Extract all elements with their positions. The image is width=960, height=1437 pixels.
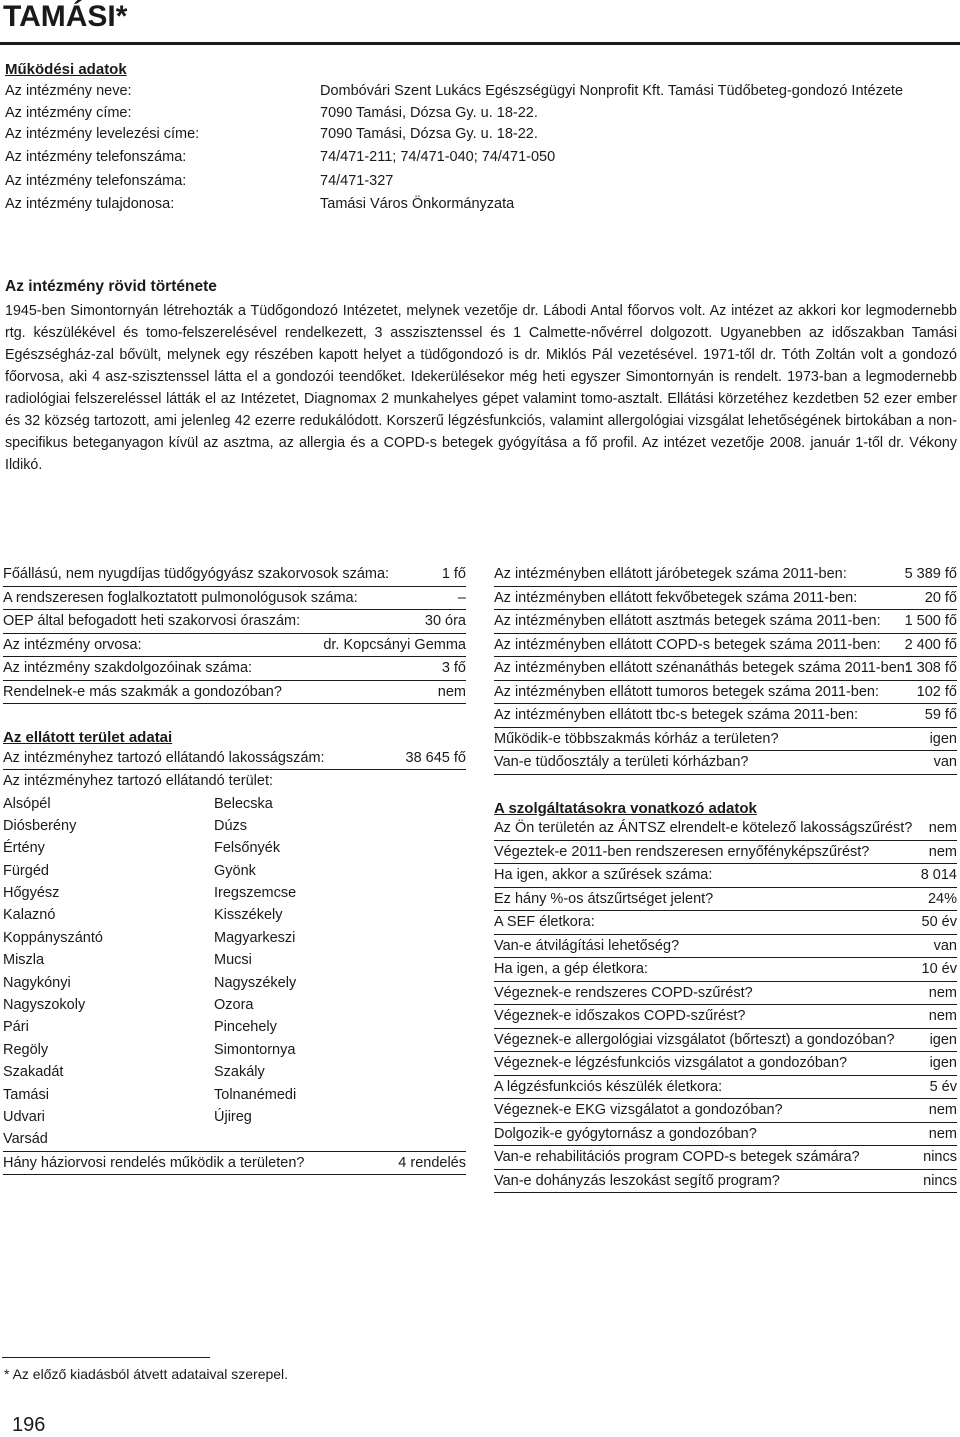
service-label: Van-e dohányzás leszokást segítő program?	[494, 1172, 780, 1189]
town: Belecska	[214, 795, 273, 812]
town: Nagyszokoly	[3, 997, 86, 1014]
service-label: Végeznek-e EKG vizsgálatot a gondozóban?	[494, 1102, 783, 1118]
staff-label: Az intézmény szakdolgozóinak száma:	[3, 660, 253, 676]
town-row	[3, 1106, 466, 1128]
town: Tamási	[3, 1086, 49, 1103]
phone-label-1: Az intézmény telefonszáma:	[5, 149, 187, 165]
institution-address-label: Az intézmény címe:	[5, 105, 132, 121]
staff-label: Főállású, nem nyugdíjas tüdőgyógyász szakorvosok száma:	[3, 566, 390, 582]
town: Mucsi	[214, 952, 252, 969]
patient-row	[494, 728, 957, 752]
service-value: 50 év	[921, 914, 957, 930]
staff-row	[3, 610, 466, 634]
staff-row	[3, 587, 466, 611]
service-row	[494, 1076, 957, 1100]
service-value: nem	[928, 1008, 957, 1024]
town-row	[3, 860, 466, 882]
patient-label: Az intézményben ellátott COPD-s betegek száma 2011-ben:	[494, 636, 881, 653]
service-label: Az Ön területén az ÁNTSZ elrendelt-e kötelező lakosságszűrést?	[494, 820, 913, 836]
service-label: Van-e rehabilitációs program COPD-s betegek számára?	[494, 1149, 860, 1165]
town: Felsőnyék	[214, 840, 281, 857]
staff-value: 3 fő	[441, 660, 466, 676]
service-value: 24%	[927, 890, 957, 907]
staff-row	[3, 657, 466, 681]
town-row	[3, 1039, 466, 1061]
town: Magyarkeszi	[214, 929, 296, 946]
service-row	[494, 1123, 957, 1147]
service-row	[494, 935, 957, 959]
town: Pincehely	[214, 1019, 277, 1036]
patient-label: Az intézményben ellátott tumoros betegek száma 2011-ben:	[494, 683, 880, 700]
service-row	[494, 1170, 957, 1194]
patient-label: Az intézményben ellátott asztmás betegek száma 2011-ben:	[494, 613, 881, 629]
population-label: Az intézményhez tartozó ellátandó lakosságszám:	[3, 749, 325, 766]
town: Szakadát	[3, 1064, 64, 1081]
service-row	[494, 1005, 957, 1029]
patient-row	[494, 751, 957, 775]
service-label: Ez hány %-os átszűrtséget jelent?	[494, 890, 714, 907]
town-row	[3, 1128, 466, 1150]
service-value: nincs	[923, 1149, 957, 1165]
service-value: nem	[928, 843, 957, 860]
operational-heading: Működési adatok	[5, 61, 127, 78]
territory-row	[3, 770, 466, 793]
staff-value: dr. Kopcsányi Gemma	[323, 636, 466, 653]
staff-label: Rendelnek-e más szakmák a gondozóban?	[3, 683, 282, 700]
service-label: A SEF életkora:	[494, 914, 595, 930]
patient-value: 102 fő	[916, 683, 957, 700]
town-row	[3, 904, 466, 926]
phone-label-2: Az intézmény telefonszáma:	[5, 173, 187, 189]
service-label: Dolgozik-e gyógytornász a gondozóban?	[494, 1125, 757, 1142]
patient-label: Az intézményben ellátott fekvőbetegek száma 2011-ben:	[494, 589, 858, 606]
town: Simontornya	[214, 1041, 296, 1058]
service-label: Végeznek-e allergológiai vizsgálatot (bőrteszt) a gondozóban?	[494, 1031, 895, 1048]
town: Alsópél	[3, 795, 51, 812]
staff-value: –	[457, 589, 466, 606]
institution-name-label: Az intézmény neve:	[5, 83, 132, 99]
institution-name-value: Dombóvári Szent Lukács Egészségügyi Nonprofit Kft. Tamási Tüdőbeteg-gondozó Intézete	[320, 83, 904, 99]
town: Fürgéd	[3, 862, 49, 879]
patient-row	[494, 610, 957, 634]
patient-value: 59 fő	[924, 707, 957, 723]
patient-value: igen	[929, 730, 957, 747]
town-row	[3, 994, 466, 1016]
town: Udvari	[3, 1108, 45, 1125]
patient-value: 2 400 fő	[904, 636, 957, 653]
service-value: 8 014	[920, 867, 957, 883]
town: Regöly	[3, 1041, 49, 1058]
population-row	[3, 747, 466, 771]
area-heading: Az ellátott terület adatai	[3, 729, 173, 746]
town-list	[3, 793, 466, 1151]
phone-value-1: 74/471-211; 74/471-040; 74/471-050	[320, 149, 556, 165]
footnote-rule	[2, 1357, 210, 1358]
staff-row	[3, 563, 466, 587]
town-row	[3, 949, 466, 971]
page-number: 196	[12, 1414, 46, 1436]
mailing-address-label: Az intézmény levelezési címe:	[5, 126, 200, 142]
patient-value: van	[933, 754, 957, 770]
service-value: igen	[929, 1031, 957, 1048]
service-row	[494, 864, 957, 888]
patient-row	[494, 563, 957, 587]
patient-label: Működik-e többszakmás kórház a területen?	[494, 730, 779, 747]
service-row	[494, 888, 957, 912]
service-label: Van-e átvilágítási lehetőség?	[494, 937, 680, 954]
staff-value: nem	[437, 683, 466, 700]
patient-value: 5 389 fő	[904, 566, 957, 582]
town: Szakály	[214, 1064, 265, 1081]
service-row	[494, 1052, 957, 1076]
history-heading: Az intézmény rövid története	[5, 278, 217, 295]
service-label: Végeznek-e időszakos COPD-szűrést?	[494, 1008, 746, 1024]
town-row	[3, 815, 466, 837]
town: Értény	[3, 840, 45, 857]
institution-address-value: 7090 Tamási, Dózsa Gy. u. 18-22.	[320, 105, 538, 121]
staff-label: Az intézmény orvosa:	[3, 636, 142, 653]
service-row	[494, 982, 957, 1006]
service-value: nincs	[923, 1172, 957, 1189]
patient-value: 20 fő	[924, 589, 957, 606]
town-row	[3, 972, 466, 994]
patient-row	[494, 681, 957, 705]
service-value: nem	[928, 1125, 957, 1142]
service-label: Végeznek-e rendszeres COPD-szűrést?	[494, 984, 753, 1001]
territory-label: Az intézményhez tartozó ellátandó terület:	[3, 773, 274, 789]
staff-label: OEP által befogadott heti szakorvosi óraszám:	[3, 613, 301, 629]
title-rule	[0, 42, 960, 45]
mailing-address-value: 7090 Tamási, Dózsa Gy. u. 18-22.	[320, 126, 538, 142]
town: Iregszemcse	[214, 885, 297, 902]
town-row	[3, 793, 466, 815]
patient-row	[494, 587, 957, 611]
service-row	[494, 1099, 957, 1123]
patient-row	[494, 704, 957, 728]
service-row	[494, 1146, 957, 1170]
page-title: TAMÁSI*	[3, 0, 128, 33]
town: Dúzs	[214, 817, 248, 834]
town: Ozora	[214, 997, 254, 1014]
town-row	[3, 1061, 466, 1083]
town: Diósberény	[3, 817, 77, 834]
town: Nagykónyi	[3, 974, 71, 991]
town: Varsád	[3, 1131, 48, 1148]
service-value: igen	[929, 1055, 957, 1071]
town: Kisszékely	[214, 907, 283, 924]
town: Miszla	[3, 952, 45, 969]
patient-row	[494, 634, 957, 658]
owner-label: Az intézmény tulajdonosa:	[5, 196, 175, 212]
left-column	[3, 563, 466, 1175]
population-value: 38 645 fő	[405, 749, 466, 766]
patient-label: Az intézményben ellátott tbc-s betegek száma 2011-ben:	[494, 707, 859, 723]
service-label: A légzésfunkciós készülék életkora:	[494, 1078, 723, 1095]
town: Hőgyész	[3, 885, 60, 902]
staff-value: 30 óra	[424, 613, 466, 629]
service-row	[494, 1029, 957, 1053]
staff-value: 1 fő	[441, 566, 466, 582]
gp-label: Hány háziorvosi rendelés működik a területen?	[3, 1154, 305, 1171]
town-row	[3, 927, 466, 949]
town: Kalaznó	[3, 907, 56, 924]
gp-value: 4 rendelés	[398, 1154, 466, 1171]
service-value: 10 év	[921, 961, 957, 977]
service-value: nem	[928, 1102, 957, 1118]
service-label: Ha igen, akkor a szűrések száma:	[494, 867, 713, 883]
service-row	[494, 841, 957, 865]
service-value: nem	[928, 820, 957, 836]
services-heading: A szolgáltatásokra vonatkozó adatok	[494, 799, 757, 817]
staff-label: A rendszeresen foglalkoztatott pulmonológusok száma:	[3, 589, 358, 606]
service-row	[494, 958, 957, 982]
town: Újireg	[214, 1108, 252, 1125]
service-value: van	[933, 937, 957, 954]
service-row	[494, 911, 957, 935]
town: Gyönk	[214, 862, 256, 879]
town: Pári	[3, 1019, 29, 1036]
service-value: 5 év	[929, 1078, 957, 1095]
town-row	[3, 882, 466, 904]
owner-value: Tamási Város Önkormányzata	[320, 196, 515, 212]
service-label: Végeztek-e 2011-ben rendszeresen ernyőfényképszűrést?	[494, 843, 870, 860]
gp-row	[3, 1151, 466, 1176]
town: Tolnanémedi	[214, 1086, 297, 1103]
town: Nagyszékely	[214, 974, 297, 991]
patient-value: 1 308 fő	[904, 660, 957, 676]
town-row	[3, 837, 466, 859]
right-column	[494, 563, 957, 1193]
service-row	[494, 817, 957, 841]
service-label: Végeznek-e légzésfunkciós vizsgálatot a gondozóban?	[494, 1055, 848, 1071]
patient-label: Az intézményben ellátott járóbetegek száma 2011-ben:	[494, 566, 847, 582]
footnote: * Az előző kiadásból átvett adataival szerepel.	[4, 1366, 289, 1382]
service-label: Ha igen, a gép életkora:	[494, 961, 648, 977]
history-text: 1945-ben Simontornyán létrehozták a Tüdőgondozó Intézetet, melynek vezetője dr. Lábodi Antal főorvos volt. Az intézet az akkori kor legmodernebb rtg. készülékével és tomo-felszerelésével rendelkezett, 3 asszisztenssel és 1 Calmette-nővérrel dolgozott. Ugyanebben az időszakban Tamási Egészségház-zal bővült, melynek egy részében kapott helyet a tüdőgondozó is dr. Miklós Pál vezetésével. 1971-től dr. Tóth Zoltán volt a gondozó főorvosa, aki 4 asz-szisztenssel látta el a gondozói teendőket. Idekerülésekor még heti egyszer Simontornyán is rendelt. 1973-ban a legmodernebb radiológiai felszereléssel látták el az Intézetet, Diagnomax 2 munkahelyes gépet valamint tomo-asztalt. Ellátási körzetéhez kezdetben 52 ezer ember és 32 község tartozott, ami jelenleg 42 ezerre redukálódott. Korszerű légzésfunkciós, valamint allergológiai vizsgálat lehetőségének birtokában a non-specifikus beteganyagon kívül az asztma, az allergia és a COPD-s betegek gyógyítása a fő profil. Az intézet vezetője 2008. január 1-től dr. Vékony Ildikó.	[5, 303, 957, 473]
town: Koppányszántó	[3, 929, 103, 946]
service-value: nem	[928, 984, 957, 1001]
patient-label: Az intézményben ellátott szénanáthás betegek száma 2011-ben:	[494, 660, 909, 676]
staff-row	[3, 634, 466, 658]
town-row	[3, 1016, 466, 1038]
patient-value: 1 500 fő	[904, 613, 957, 629]
patient-label: Van-e tüdőosztály a területi kórházban?	[494, 754, 749, 770]
town-row	[3, 1084, 466, 1106]
staff-row	[3, 681, 466, 705]
phone-value-2: 74/471-327	[320, 173, 394, 189]
patient-row	[494, 657, 957, 681]
